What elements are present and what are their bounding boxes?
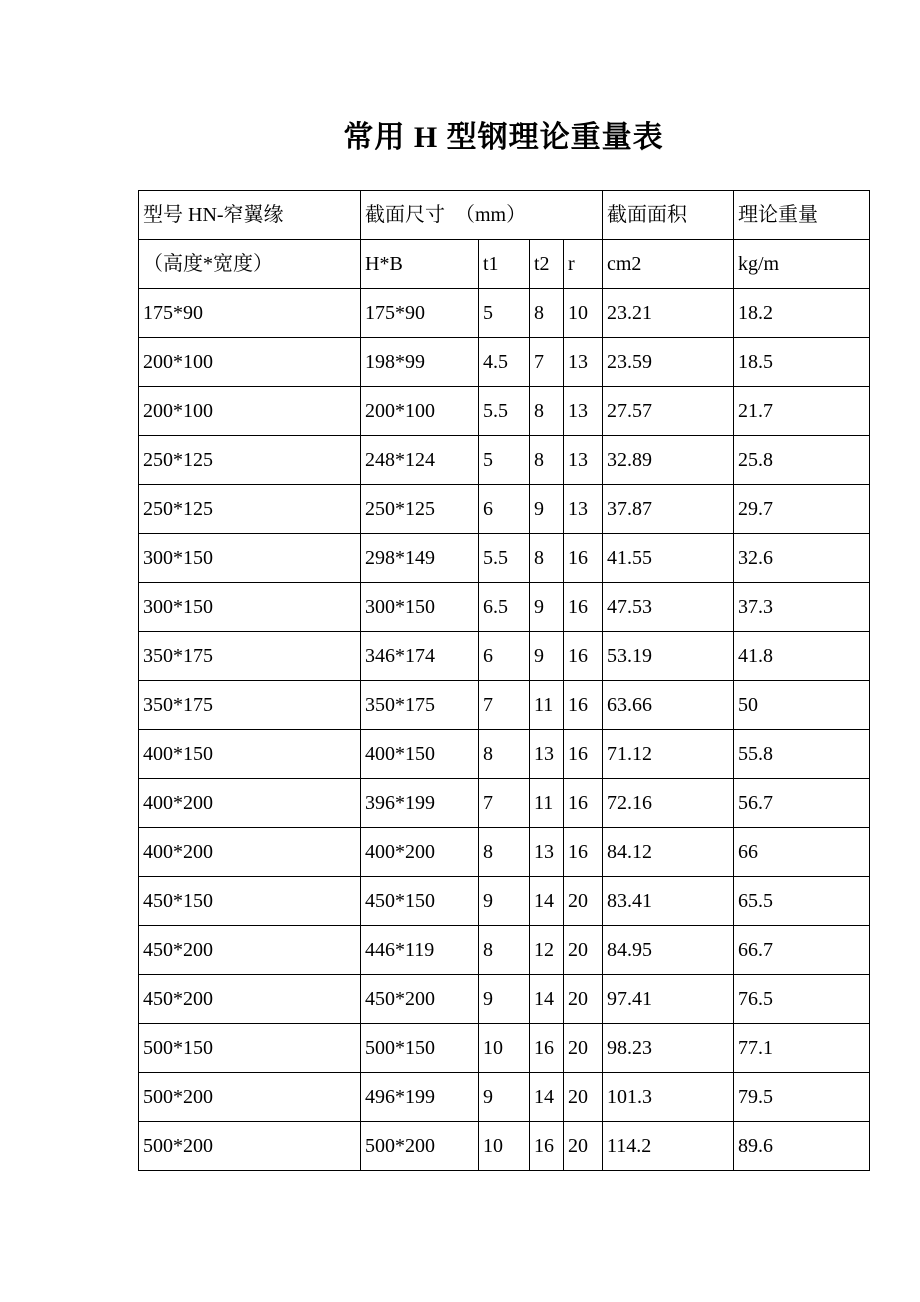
table-cell: 16 — [564, 632, 603, 681]
table-cell: 89.6 — [734, 1122, 870, 1171]
table-cell: 450*200 — [139, 975, 361, 1024]
table-cell: 6 — [479, 485, 530, 534]
table-cell: 6 — [479, 632, 530, 681]
header-t1: t1 — [479, 240, 530, 289]
table-cell: 18.5 — [734, 338, 870, 387]
table-cell: 29.7 — [734, 485, 870, 534]
table-cell: 446*119 — [361, 926, 479, 975]
table-cell: 21.7 — [734, 387, 870, 436]
header-theoretical-weight: 理论重量 — [734, 191, 870, 240]
table-cell: 300*150 — [361, 583, 479, 632]
table-cell: 298*149 — [361, 534, 479, 583]
table-cell: 14 — [530, 975, 564, 1024]
table-cell: 66.7 — [734, 926, 870, 975]
table-cell: 9 — [479, 1073, 530, 1122]
header-row-1 — [139, 191, 870, 240]
table-cell: 114.2 — [603, 1122, 734, 1171]
table-cell: 41.8 — [734, 632, 870, 681]
table-row — [139, 1024, 870, 1073]
table-cell: 346*174 — [361, 632, 479, 681]
table-cell: 13 — [564, 387, 603, 436]
table-cell: 76.5 — [734, 975, 870, 1024]
table-cell: 496*199 — [361, 1073, 479, 1122]
table-cell: 400*150 — [361, 730, 479, 779]
table-cell: 250*125 — [361, 485, 479, 534]
table-cell: 8 — [479, 828, 530, 877]
table-cell: 72.16 — [603, 779, 734, 828]
table-cell: 500*150 — [361, 1024, 479, 1073]
table-cell: 5.5 — [479, 534, 530, 583]
page-title: 常用 H 型钢理论重量表 — [343, 121, 664, 154]
table-cell: 9 — [479, 975, 530, 1024]
table-row — [139, 632, 870, 681]
table-cell: 8 — [530, 436, 564, 485]
table-cell: 10 — [564, 289, 603, 338]
table-row — [139, 975, 870, 1024]
table-row — [139, 926, 870, 975]
table-cell: 8 — [530, 289, 564, 338]
table-cell: 9 — [530, 583, 564, 632]
table-row — [139, 338, 870, 387]
table-cell: 79.5 — [734, 1073, 870, 1122]
table-cell: 300*150 — [139, 583, 361, 632]
table-cell: 5 — [479, 289, 530, 338]
table-cell: 16 — [530, 1122, 564, 1171]
table-cell: 350*175 — [139, 632, 361, 681]
table-cell: 8 — [530, 534, 564, 583]
table-row — [139, 387, 870, 436]
table-cell: 97.41 — [603, 975, 734, 1024]
table-cell: 101.3 — [603, 1073, 734, 1122]
table-cell: 200*100 — [139, 338, 361, 387]
table-row — [139, 485, 870, 534]
table-cell: 11 — [530, 681, 564, 730]
table-cell: 6.5 — [479, 583, 530, 632]
table-cell: 13 — [530, 828, 564, 877]
table-row — [139, 436, 870, 485]
table-cell: 27.57 — [603, 387, 734, 436]
table-cell: 7 — [479, 779, 530, 828]
header-weight-unit: kg/m — [734, 240, 870, 289]
table-cell: 5.5 — [479, 387, 530, 436]
table-cell: 18.2 — [734, 289, 870, 338]
table-cell: 13 — [564, 485, 603, 534]
table-cell: 175*90 — [139, 289, 361, 338]
table-cell: 14 — [530, 1073, 564, 1122]
table-cell: 71.12 — [603, 730, 734, 779]
table-row — [139, 877, 870, 926]
table-cell: 77.1 — [734, 1024, 870, 1073]
table-cell: 500*150 — [139, 1024, 361, 1073]
table-cell: 16 — [530, 1024, 564, 1073]
table-cell: 37.87 — [603, 485, 734, 534]
table-body — [139, 289, 870, 1171]
table-cell: 16 — [564, 779, 603, 828]
table-row — [139, 779, 870, 828]
table-cell: 98.23 — [603, 1024, 734, 1073]
header-model-sub: （高度*宽度） — [139, 240, 361, 289]
table-row — [139, 583, 870, 632]
table-cell: 7 — [479, 681, 530, 730]
table-cell: 10 — [479, 1122, 530, 1171]
table-cell: 20 — [564, 1024, 603, 1073]
table-row — [139, 730, 870, 779]
table-row — [139, 534, 870, 583]
table-cell: 53.19 — [603, 632, 734, 681]
table-cell: 63.66 — [603, 681, 734, 730]
table-cell: 13 — [564, 338, 603, 387]
table-cell: 47.53 — [603, 583, 734, 632]
table-cell: 11 — [530, 779, 564, 828]
header-area-unit: cm2 — [603, 240, 734, 289]
header-section-area: 截面面积 — [603, 191, 734, 240]
table-cell: 16 — [564, 583, 603, 632]
table-cell: 350*175 — [361, 681, 479, 730]
table-cell: 8 — [479, 730, 530, 779]
table-cell: 83.41 — [603, 877, 734, 926]
table-cell: 400*200 — [139, 828, 361, 877]
table-cell: 10 — [479, 1024, 530, 1073]
table-cell: 400*200 — [139, 779, 361, 828]
h-beam-weight-table — [138, 190, 870, 1171]
table-cell: 400*150 — [139, 730, 361, 779]
table-cell: 20 — [564, 1122, 603, 1171]
table-cell: 12 — [530, 926, 564, 975]
table-cell: 32.89 — [603, 436, 734, 485]
table-cell: 16 — [564, 730, 603, 779]
table-cell: 9 — [479, 877, 530, 926]
table-cell: 23.59 — [603, 338, 734, 387]
table-cell: 20 — [564, 1073, 603, 1122]
table-cell: 66 — [734, 828, 870, 877]
table-cell: 450*150 — [361, 877, 479, 926]
table-cell: 4.5 — [479, 338, 530, 387]
table-cell: 84.95 — [603, 926, 734, 975]
table-cell: 500*200 — [139, 1122, 361, 1171]
header-model: 型号 HN-窄翼缘 — [139, 191, 361, 240]
table-cell: 16 — [564, 828, 603, 877]
table-cell: 13 — [564, 436, 603, 485]
header-section-size: 截面尺寸 （mm） — [361, 191, 603, 240]
table-cell: 16 — [564, 681, 603, 730]
table-row — [139, 1073, 870, 1122]
table-cell: 20 — [564, 877, 603, 926]
table-row — [139, 681, 870, 730]
table-cell: 300*150 — [139, 534, 361, 583]
table-cell: 32.6 — [734, 534, 870, 583]
table-cell: 16 — [564, 534, 603, 583]
table-cell: 9 — [530, 485, 564, 534]
table-cell: 198*99 — [361, 338, 479, 387]
table-cell: 8 — [530, 387, 564, 436]
table-cell: 500*200 — [361, 1122, 479, 1171]
table-cell: 7 — [530, 338, 564, 387]
table-cell: 450*150 — [139, 877, 361, 926]
table-cell: 13 — [530, 730, 564, 779]
header-r: r — [564, 240, 603, 289]
table-cell: 14 — [530, 877, 564, 926]
table-cell: 250*125 — [139, 436, 361, 485]
table-row — [139, 828, 870, 877]
table-cell: 200*100 — [361, 387, 479, 436]
table-cell: 37.3 — [734, 583, 870, 632]
table-cell: 500*200 — [139, 1073, 361, 1122]
table-row — [139, 289, 870, 338]
table-cell: 84.12 — [603, 828, 734, 877]
table-cell: 400*200 — [361, 828, 479, 877]
header-t2: t2 — [530, 240, 564, 289]
table-cell: 450*200 — [361, 975, 479, 1024]
table-cell: 56.7 — [734, 779, 870, 828]
table-cell: 175*90 — [361, 289, 479, 338]
table-cell: 5 — [479, 436, 530, 485]
table-cell: 450*200 — [139, 926, 361, 975]
table-cell: 250*125 — [139, 485, 361, 534]
header-row-2 — [139, 240, 870, 289]
table-cell: 8 — [479, 926, 530, 975]
table-cell: 248*124 — [361, 436, 479, 485]
table-row — [139, 1122, 870, 1171]
table-cell: 396*199 — [361, 779, 479, 828]
header-hb: H*B — [361, 240, 479, 289]
table-cell: 20 — [564, 975, 603, 1024]
table-cell: 65.5 — [734, 877, 870, 926]
table-cell: 9 — [530, 632, 564, 681]
table-cell: 200*100 — [139, 387, 361, 436]
table-cell: 23.21 — [603, 289, 734, 338]
table-cell: 20 — [564, 926, 603, 975]
table-cell: 41.55 — [603, 534, 734, 583]
table-cell: 50 — [734, 681, 870, 730]
table-cell: 55.8 — [734, 730, 870, 779]
table-cell: 350*175 — [139, 681, 361, 730]
table-cell: 25.8 — [734, 436, 870, 485]
